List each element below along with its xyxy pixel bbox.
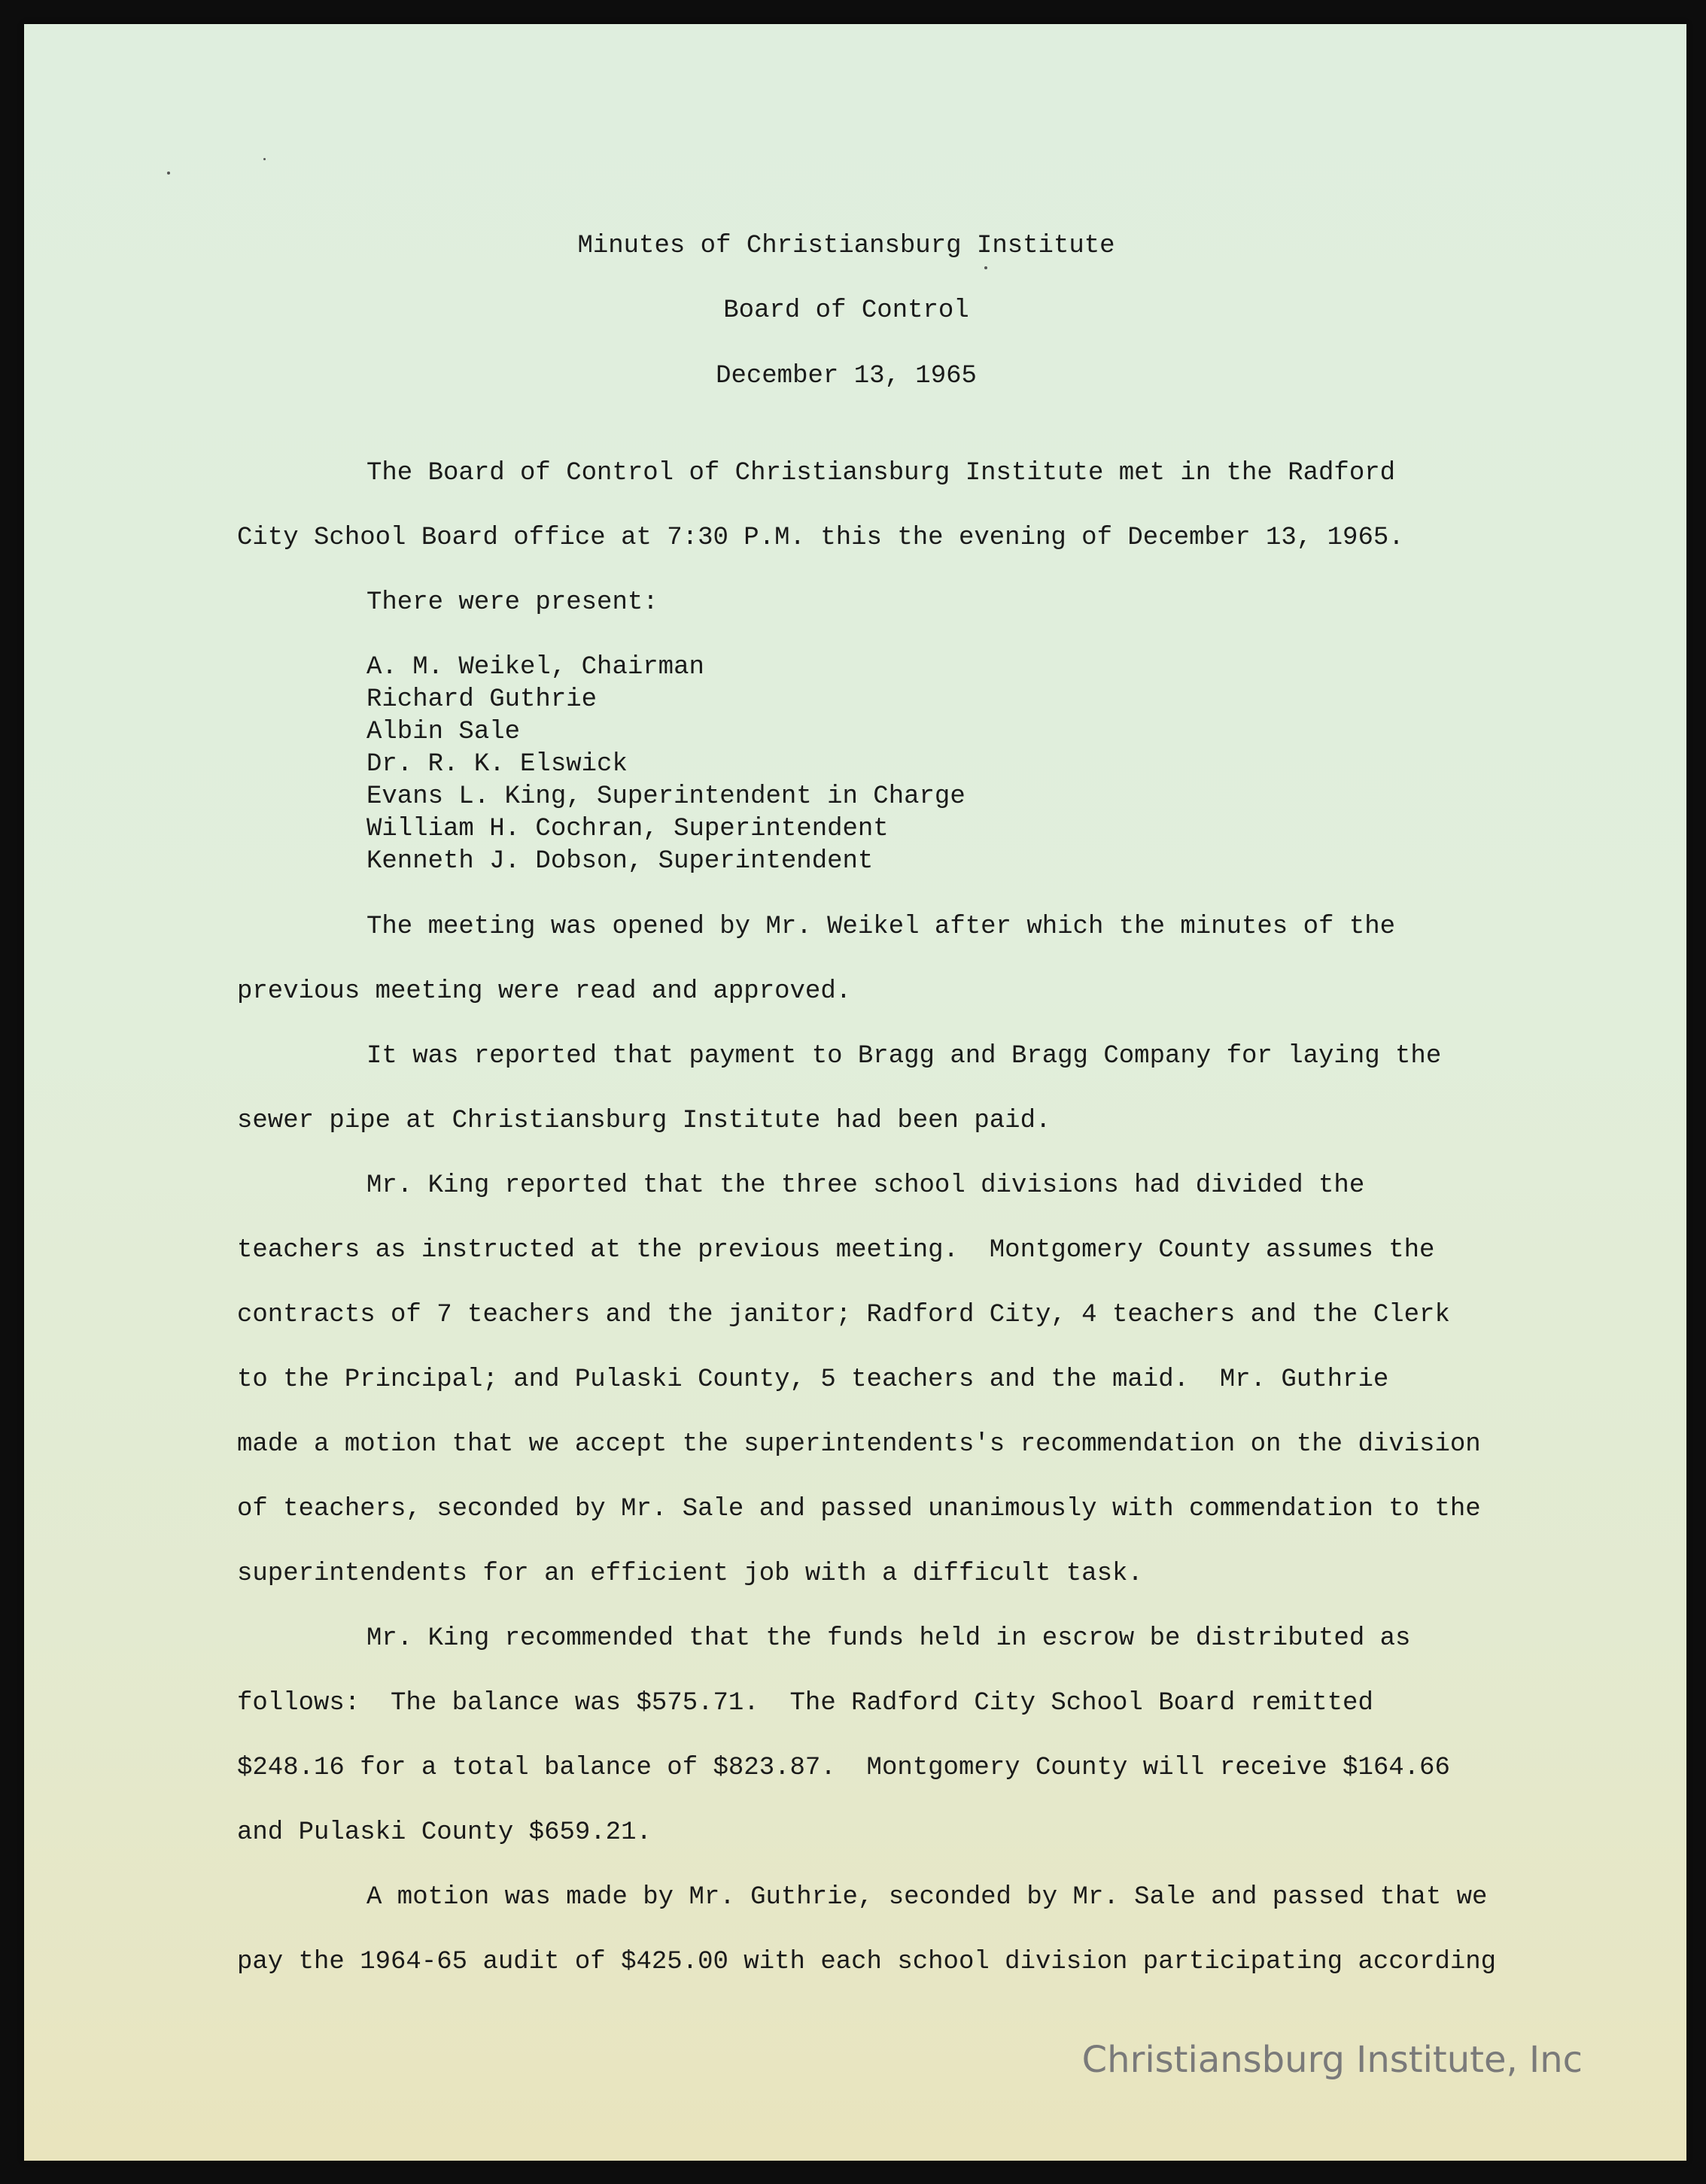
attendee: Evans L. King, Superintendent in Charge: [366, 782, 966, 811]
paragraph-line: contracts of 7 teachers and the janitor; Radford City, 4 teachers and the Clerk: [237, 1301, 1450, 1329]
attendee: A. M. Weikel, Chairman: [366, 653, 704, 682]
paragraph-line: pay the 1964-65 audit of $425.00 with each school division participating according: [237, 1948, 1497, 1976]
document-subtitle: Board of Control: [723, 296, 969, 325]
attendee: Richard Guthrie: [366, 685, 598, 714]
paragraph-line: teachers as instructed at the previous meeting. Montgomery County assumes the: [237, 1236, 1435, 1265]
paragraph-line: The Board of Control of Christiansburg Institute met in the Radford: [366, 459, 1396, 488]
attendee: Dr. R. K. Elswick: [366, 750, 628, 779]
paragraph-line: to the Principal; and Pulaski County, 5 teachers and the maid. Mr. Guthrie: [237, 1365, 1389, 1394]
paragraph-line: of teachers, seconded by Mr. Sale and passed unanimously with commendation to the: [237, 1495, 1481, 1523]
paragraph-line: sewer pipe at Christiansburg Institute had been paid.: [237, 1107, 1051, 1135]
document-page: [24, 24, 1686, 2161]
paragraph-line: previous meeting were read and approved.: [237, 977, 852, 1006]
paragraph-line: follows: The balance was $575.71. The Radford City School Board remitted: [237, 1689, 1373, 1718]
paragraph-line: The meeting was opened by Mr. Weikel after which the minutes of the: [366, 913, 1396, 941]
minutes-text: [24, 24, 1686, 2161]
attendee: William H. Cochran, Superintendent: [366, 815, 889, 843]
document-date: December 13, 1965: [716, 362, 977, 390]
attendee: Kenneth J. Dobson, Superintendent: [366, 847, 874, 876]
document-title: Minutes of Christiansburg Institute: [577, 232, 1115, 260]
paragraph-line: superintendents for an efficient job with a difficult task.: [237, 1560, 1143, 1588]
paragraph-line: It was reported that payment to Bragg and Bragg Company for laying the: [366, 1042, 1442, 1071]
attendee: Albin Sale: [366, 718, 521, 746]
paragraph-line: A motion was made by Mr. Guthrie, seconded by Mr. Sale and passed that we: [366, 1883, 1488, 1912]
present-heading: There were present:: [366, 588, 658, 617]
paragraph-line: Mr. King recommended that the funds held in escrow be distributed as: [366, 1624, 1411, 1653]
paragraph-line: made a motion that we accept the superintendents's recommendation on the division: [237, 1430, 1481, 1459]
archive-watermark: Christiansburg Institute, Inc: [1081, 2039, 1583, 2081]
paragraph-line: and Pulaski County $659.21.: [237, 1818, 652, 1847]
paragraph-line: City School Board office at 7:30 P.M. this the evening of December 13, 1965.: [237, 524, 1404, 552]
paragraph-line: $248.16 for a total balance of $823.87. Montgomery County will receive $164.66: [237, 1754, 1450, 1782]
paragraph-line: Mr. King reported that the three school divisions had divided the: [366, 1171, 1365, 1200]
